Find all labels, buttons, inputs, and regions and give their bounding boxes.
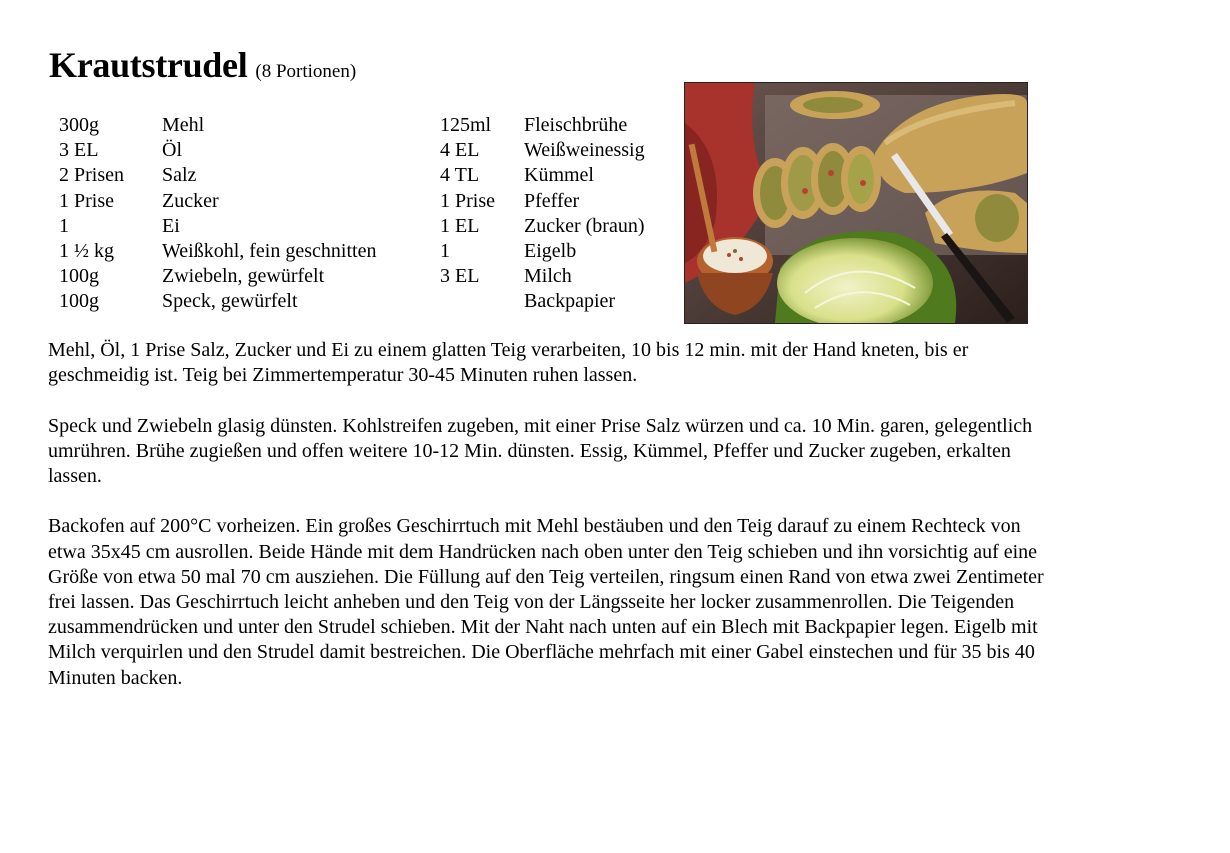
ingredient-name: Eigelb <box>524 239 577 262</box>
ingredient-amount: 1 Prise <box>440 189 495 212</box>
ingredient-amount: 4 EL <box>440 139 480 162</box>
ingredient-name: Ei <box>162 214 180 237</box>
strudel-photo-icon <box>685 83 1027 323</box>
ingredient-name: Salz <box>162 164 197 187</box>
ingredient-name: Zwiebeln, gewürfelt <box>162 265 325 288</box>
ingredient-name: Öl <box>162 139 182 162</box>
instruction-paragraph: Mehl, Öl, 1 Prise Salz, Zucker und Ei zu einem glatten Teig verarbeiten, 10 bis 12 min. mit der Hand kneten, bis er geschmeidig ist. Teig bei Zimmertemperatur 30-45 Minuten ruhen lassen. <box>48 339 969 387</box>
ingredient-name: Zucker (braun) <box>524 214 645 237</box>
ingredient-amount: 3 EL <box>59 139 99 162</box>
title-line <box>49 44 356 86</box>
ingredient-amount: 1 EL <box>440 214 480 237</box>
ingredient-name: Milch <box>524 265 572 288</box>
ingredient-name: Zucker <box>162 189 219 212</box>
instruction-paragraph: Speck und Zwiebeln glasig dünsten. Kohlstreifen zugeben, mit einer Prise Salz würzen und ca. 10 Min. garen, gelegentlich umrühren. Brühe zugießen und offen weitere 10-12 Min. dünsten. Essig, Kümmel, Pfeffer und Zucker zugeben, erkalten lassen. <box>48 414 1033 487</box>
ingredient-amount: 100g <box>59 265 99 288</box>
ingredient-name: Speck, gewürfelt <box>162 290 298 313</box>
ingredient-name: Fleischbrühe <box>524 114 628 136</box>
servings-label: (8 Portionen) <box>255 61 357 82</box>
ingredient-amount: 1 ½ kg <box>59 239 114 262</box>
ingredient-name: Mehl <box>162 114 205 136</box>
ingredient-amount: 1 Prise <box>59 189 114 212</box>
ingredient-amount: 300g <box>59 114 99 136</box>
ingredient-amount: 1 <box>440 239 450 262</box>
ingredient-amount: 1 <box>59 214 69 237</box>
ingredient-name: Pfeffer <box>524 189 580 212</box>
ingredient-amount: 2 Prisen <box>59 164 124 187</box>
instruction-paragraph: Backofen auf 200°C vorheizen. Ein großes Geschirrtuch mit Mehl bestäuben und den Teig darauf zu einem Rechteck von etwa 35x45 cm ausrollen. Beide Hände mit dem Handrücken nach oben unter den Teig schieben und ihn vorsichtig auf eine Größe von etwa 50 mal 70 cm ausziehen. Die Füllung auf den Teig verteilen, ringsum einen Rand von etwa zwei Zentimeter frei lassen. Das Geschirrtuch leicht anheben und den Teig von der Längsseite her locker zusammenrollen. Die Teigenden zusammendrücken und unter den Strudel schieben. Mit der Naht nach unten auf ein Blech mit Backpapier legen. Eigelb mit Milch verquirlen und den Strudel damit bestreichen. Die Oberfläche mehrfach mit einer Gabel einstechen und für 35 bis 40 Minuten backen. <box>48 515 1044 689</box>
instructions <box>48 338 1058 716</box>
ingredient-amount: 3 EL <box>440 265 480 288</box>
ingredient-name: Weißkohl, fein geschnitten <box>162 239 377 262</box>
ingredient-amount: 125ml <box>440 114 492 136</box>
strudel-photo <box>684 82 1028 324</box>
ingredient-name: Kümmel <box>524 164 594 187</box>
recipe-title: Krautstrudel <box>49 45 248 85</box>
ingredient-name: Weißweinessig <box>524 139 645 162</box>
ingredient-amount: 100g <box>59 290 99 313</box>
ingredient-amount: 4 TL <box>440 164 480 187</box>
ingredient-name: Backpapier <box>524 290 616 313</box>
